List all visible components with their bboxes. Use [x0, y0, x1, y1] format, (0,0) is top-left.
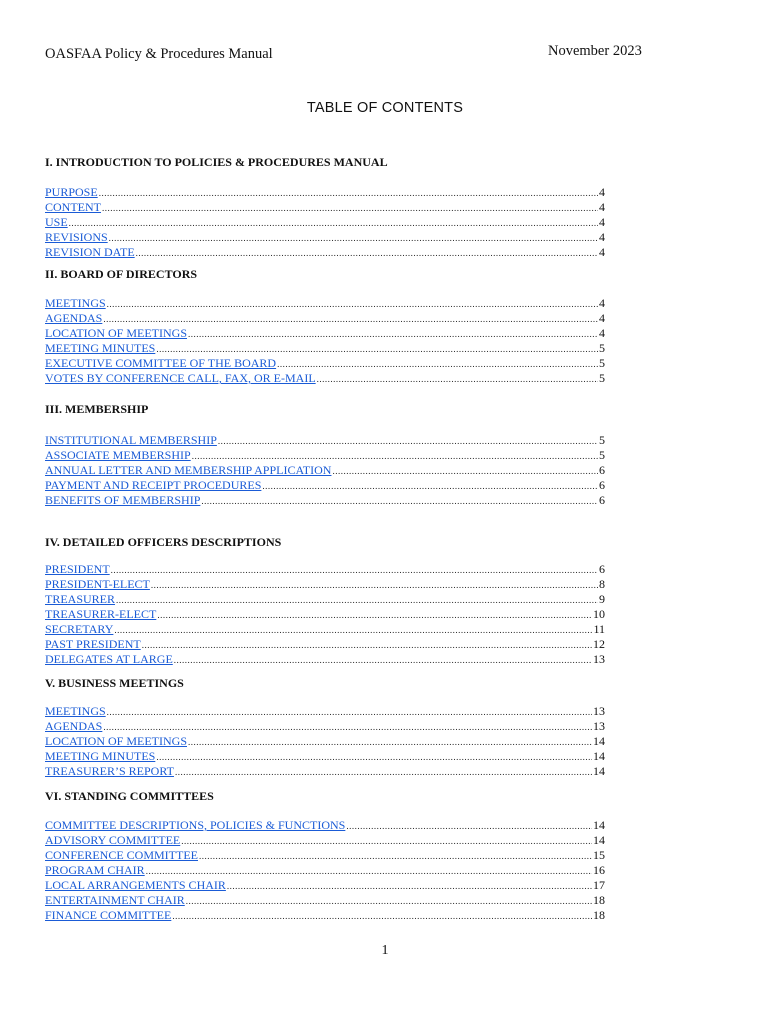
- toc-entry-page: 10: [593, 607, 605, 621]
- dot-leader: [188, 326, 598, 342]
- dot-leader: [227, 878, 592, 894]
- toc-entry-page: 11: [593, 622, 605, 636]
- dot-leader: [218, 433, 598, 449]
- dot-leader: [109, 230, 598, 246]
- dot-leader: [102, 200, 598, 216]
- toc-entry: [45, 878, 605, 893]
- toc-entry-link[interactable]: TREASURER-ELECT: [45, 607, 157, 621]
- toc-entry: [45, 296, 605, 311]
- toc-entry-page: 5: [599, 448, 605, 462]
- toc-entry-page: 18: [593, 908, 605, 922]
- toc-entry-page: 17: [593, 878, 605, 892]
- toc-entry-page: 4: [599, 326, 605, 340]
- toc-entry: [45, 764, 605, 779]
- toc-entry-page: 9: [599, 592, 605, 606]
- dot-leader: [188, 734, 592, 750]
- toc-entry-page: 4: [599, 200, 605, 214]
- toc-section-business-meetings: [45, 676, 605, 779]
- toc-entry-link[interactable]: PROGRAM CHAIR: [45, 863, 145, 877]
- toc-entry: [45, 341, 605, 356]
- toc-entry-link[interactable]: TREASURER’S REPORT: [45, 764, 174, 778]
- toc-entry-page: 14: [593, 749, 605, 763]
- section-heading: IV. DETAILED OFFICERS DESCRIPTIONS: [45, 535, 282, 549]
- toc-entry-page: 4: [599, 245, 605, 259]
- toc-entry-link[interactable]: PURPOSE: [45, 185, 98, 199]
- section-entries: [45, 562, 605, 667]
- toc-entry-page: 5: [599, 371, 605, 385]
- dot-leader: [175, 764, 592, 780]
- toc-entry-page: 6: [599, 562, 605, 576]
- toc-entry-link[interactable]: LOCATION OF MEETINGS: [45, 326, 187, 340]
- dot-leader: [103, 311, 598, 327]
- toc-entry: [45, 200, 605, 215]
- toc-entry-link[interactable]: INSTITUTIONAL MEMBERSHIP: [45, 433, 217, 447]
- toc-entry-link[interactable]: ASSOCIATE MEMBERSHIP: [45, 448, 191, 462]
- toc-entry-link[interactable]: MEETING MINUTES: [45, 341, 156, 355]
- toc-entry: [45, 478, 605, 493]
- section-entries: [45, 704, 605, 779]
- toc-entry: [45, 622, 605, 637]
- toc-entry-page: 15: [593, 848, 605, 862]
- section-entries: [45, 185, 605, 260]
- toc-entry-link[interactable]: PRESIDENT-ELECT: [45, 577, 150, 591]
- dot-leader: [201, 493, 598, 509]
- toc-entry: [45, 326, 605, 341]
- toc-entry-page: 18: [593, 893, 605, 907]
- toc-entry-link[interactable]: FINANCE COMMITTEE: [45, 908, 172, 922]
- toc-title: TABLE OF CONTENTS: [306, 100, 464, 116]
- dot-leader: [142, 637, 592, 653]
- toc-entry: [45, 185, 605, 200]
- toc-entry-link[interactable]: AGENDAS: [45, 311, 103, 325]
- toc-entry: [45, 719, 605, 734]
- dot-leader: [174, 652, 592, 668]
- toc-entry-page: 12: [593, 637, 605, 651]
- toc-entry-link[interactable]: USE: [45, 215, 68, 229]
- dot-leader: [151, 577, 598, 593]
- section-entries: [45, 433, 605, 508]
- toc-section-standing-committees: [45, 789, 605, 923]
- toc-entry: [45, 652, 605, 667]
- dot-leader: [172, 908, 592, 924]
- toc-entry-page: 5: [599, 341, 605, 355]
- toc-entry: [45, 607, 605, 622]
- toc-entry: [45, 215, 605, 230]
- toc-entry: [45, 734, 605, 749]
- toc-entry-page: 14: [593, 734, 605, 748]
- toc-entry-page: 5: [599, 356, 605, 370]
- toc-entry-link[interactable]: DELEGATES AT LARGE: [45, 652, 173, 666]
- toc-entry-link[interactable]: LOCAL ARRANGEMENTS CHAIR: [45, 878, 226, 892]
- toc-entry-link[interactable]: COMMITTEE DESCRIPTIONS, POLICIES & FUNCTIONS: [45, 818, 346, 832]
- page-number: 1: [381, 943, 389, 958]
- dot-leader: [346, 818, 592, 834]
- toc-entry: [45, 637, 605, 652]
- toc-section-board-of-directors: [45, 267, 605, 386]
- toc-entry-link[interactable]: ANNUAL LETTER AND MEMBERSHIP APPLICATION: [45, 463, 332, 477]
- toc-entry-page: 5: [599, 433, 605, 447]
- toc-entry: [45, 893, 605, 908]
- dot-leader: [332, 463, 598, 479]
- dot-leader: [116, 592, 598, 608]
- toc-entry: [45, 493, 605, 508]
- toc-entry-page: 4: [599, 296, 605, 310]
- toc-entry-link[interactable]: MEETINGS: [45, 296, 106, 310]
- toc-entry: [45, 433, 605, 448]
- toc-entry-link[interactable]: PRESIDENT: [45, 562, 110, 576]
- toc-entry: [45, 704, 605, 719]
- toc-entry: [45, 577, 605, 592]
- toc-entry-link[interactable]: PAYMENT AND RECEIPT PROCEDURES: [45, 478, 262, 492]
- toc-entry-page: 6: [599, 493, 605, 507]
- toc-entry: [45, 463, 605, 478]
- toc-entry-page: 4: [599, 230, 605, 244]
- dot-leader: [199, 848, 592, 864]
- toc-entry-page: 14: [593, 818, 605, 832]
- toc-entry-link[interactable]: TREASURER: [45, 592, 116, 606]
- toc-entry-link[interactable]: PAST PRESIDENT: [45, 637, 141, 651]
- toc-entry-page: 14: [593, 833, 605, 847]
- toc-entry-link[interactable]: ADVISORY COMMITTEE: [45, 833, 181, 847]
- dot-leader: [107, 704, 592, 720]
- dot-leader: [156, 341, 598, 357]
- toc-entry-page: 8: [599, 577, 605, 591]
- toc-entry-link[interactable]: EXECUTIVE COMMITTEE OF THE BOARD: [45, 356, 277, 370]
- section-heading: V. BUSINESS MEETINGS: [45, 676, 184, 690]
- toc-entry-link[interactable]: CONFERENCE COMMITTEE: [45, 848, 198, 862]
- toc-entry-page: 6: [599, 478, 605, 492]
- toc-entry: [45, 848, 605, 863]
- dot-leader: [136, 245, 598, 261]
- header-title: OASFAA Policy & Procedures Manual: [45, 46, 273, 62]
- toc-entry-link[interactable]: REVISIONS: [45, 230, 108, 244]
- toc-entry-page: 13: [593, 719, 605, 733]
- toc-entry: [45, 818, 605, 833]
- toc-entry: [45, 371, 605, 386]
- dot-leader: [317, 371, 598, 387]
- toc-entry-link[interactable]: BENEFITS OF MEMBERSHIP: [45, 493, 201, 507]
- toc-entry: [45, 448, 605, 463]
- toc-entry-page: 6: [599, 463, 605, 477]
- toc-entry: [45, 245, 605, 260]
- section-heading: III. MEMBERSHIP: [45, 402, 149, 416]
- toc-section-introduction: [45, 155, 605, 260]
- toc-entry-link[interactable]: ENTERTAINMENT CHAIR: [45, 893, 185, 907]
- toc-entry: [45, 908, 605, 923]
- header-date: November 2023: [548, 43, 642, 59]
- dot-leader: [277, 356, 598, 372]
- dot-leader: [192, 448, 598, 464]
- toc-entry-link[interactable]: MEETINGS: [45, 704, 106, 718]
- toc-entry-page: 4: [599, 185, 605, 199]
- toc-entry-page: 16: [593, 863, 605, 877]
- dot-leader: [156, 749, 592, 765]
- dot-leader: [103, 719, 592, 735]
- dot-leader: [157, 607, 592, 623]
- toc-entry-link[interactable]: MEETING MINUTES: [45, 749, 156, 763]
- toc-entry-link[interactable]: SECRETARY: [45, 622, 114, 636]
- toc-entry-link[interactable]: CONTENT: [45, 200, 101, 214]
- section-entries: [45, 818, 605, 923]
- toc-entry: [45, 562, 605, 577]
- toc-entry-link[interactable]: VOTES BY CONFERENCE CALL, FAX, OR E-MAIL: [45, 371, 316, 385]
- section-heading: I. INTRODUCTION TO POLICIES & PROCEDURES MANUAL: [45, 155, 388, 169]
- toc-entry-link[interactable]: REVISION DATE: [45, 245, 135, 259]
- dot-leader: [181, 833, 592, 849]
- dot-leader: [114, 622, 592, 638]
- dot-leader: [262, 478, 598, 494]
- dot-leader: [99, 185, 598, 201]
- section-entries: [45, 296, 605, 386]
- toc-entry-page: 13: [593, 704, 605, 718]
- toc-entry: [45, 592, 605, 607]
- dot-leader: [146, 863, 592, 879]
- toc-section-membership: [45, 402, 605, 508]
- section-heading: II. BOARD OF DIRECTORS: [45, 267, 198, 281]
- toc-entry-page: 4: [599, 215, 605, 229]
- toc-section-officers: [45, 535, 605, 667]
- toc-entry-page: 13: [593, 652, 605, 666]
- toc-entry: [45, 356, 605, 371]
- toc-entry-link[interactable]: AGENDAS: [45, 719, 103, 733]
- dot-leader: [69, 215, 598, 231]
- dot-leader: [107, 296, 598, 312]
- toc-entry-link[interactable]: LOCATION OF MEETINGS: [45, 734, 187, 748]
- dot-leader: [111, 562, 598, 578]
- toc-entry: [45, 311, 605, 326]
- toc-entry: [45, 833, 605, 848]
- toc-entry-page: 14: [593, 764, 605, 778]
- toc-entry: [45, 863, 605, 878]
- toc-entry: [45, 749, 605, 764]
- toc-entry: [45, 230, 605, 245]
- toc-entry-page: 4: [599, 311, 605, 325]
- dot-leader: [186, 893, 592, 909]
- section-heading: VI. STANDING COMMITTEES: [45, 789, 214, 803]
